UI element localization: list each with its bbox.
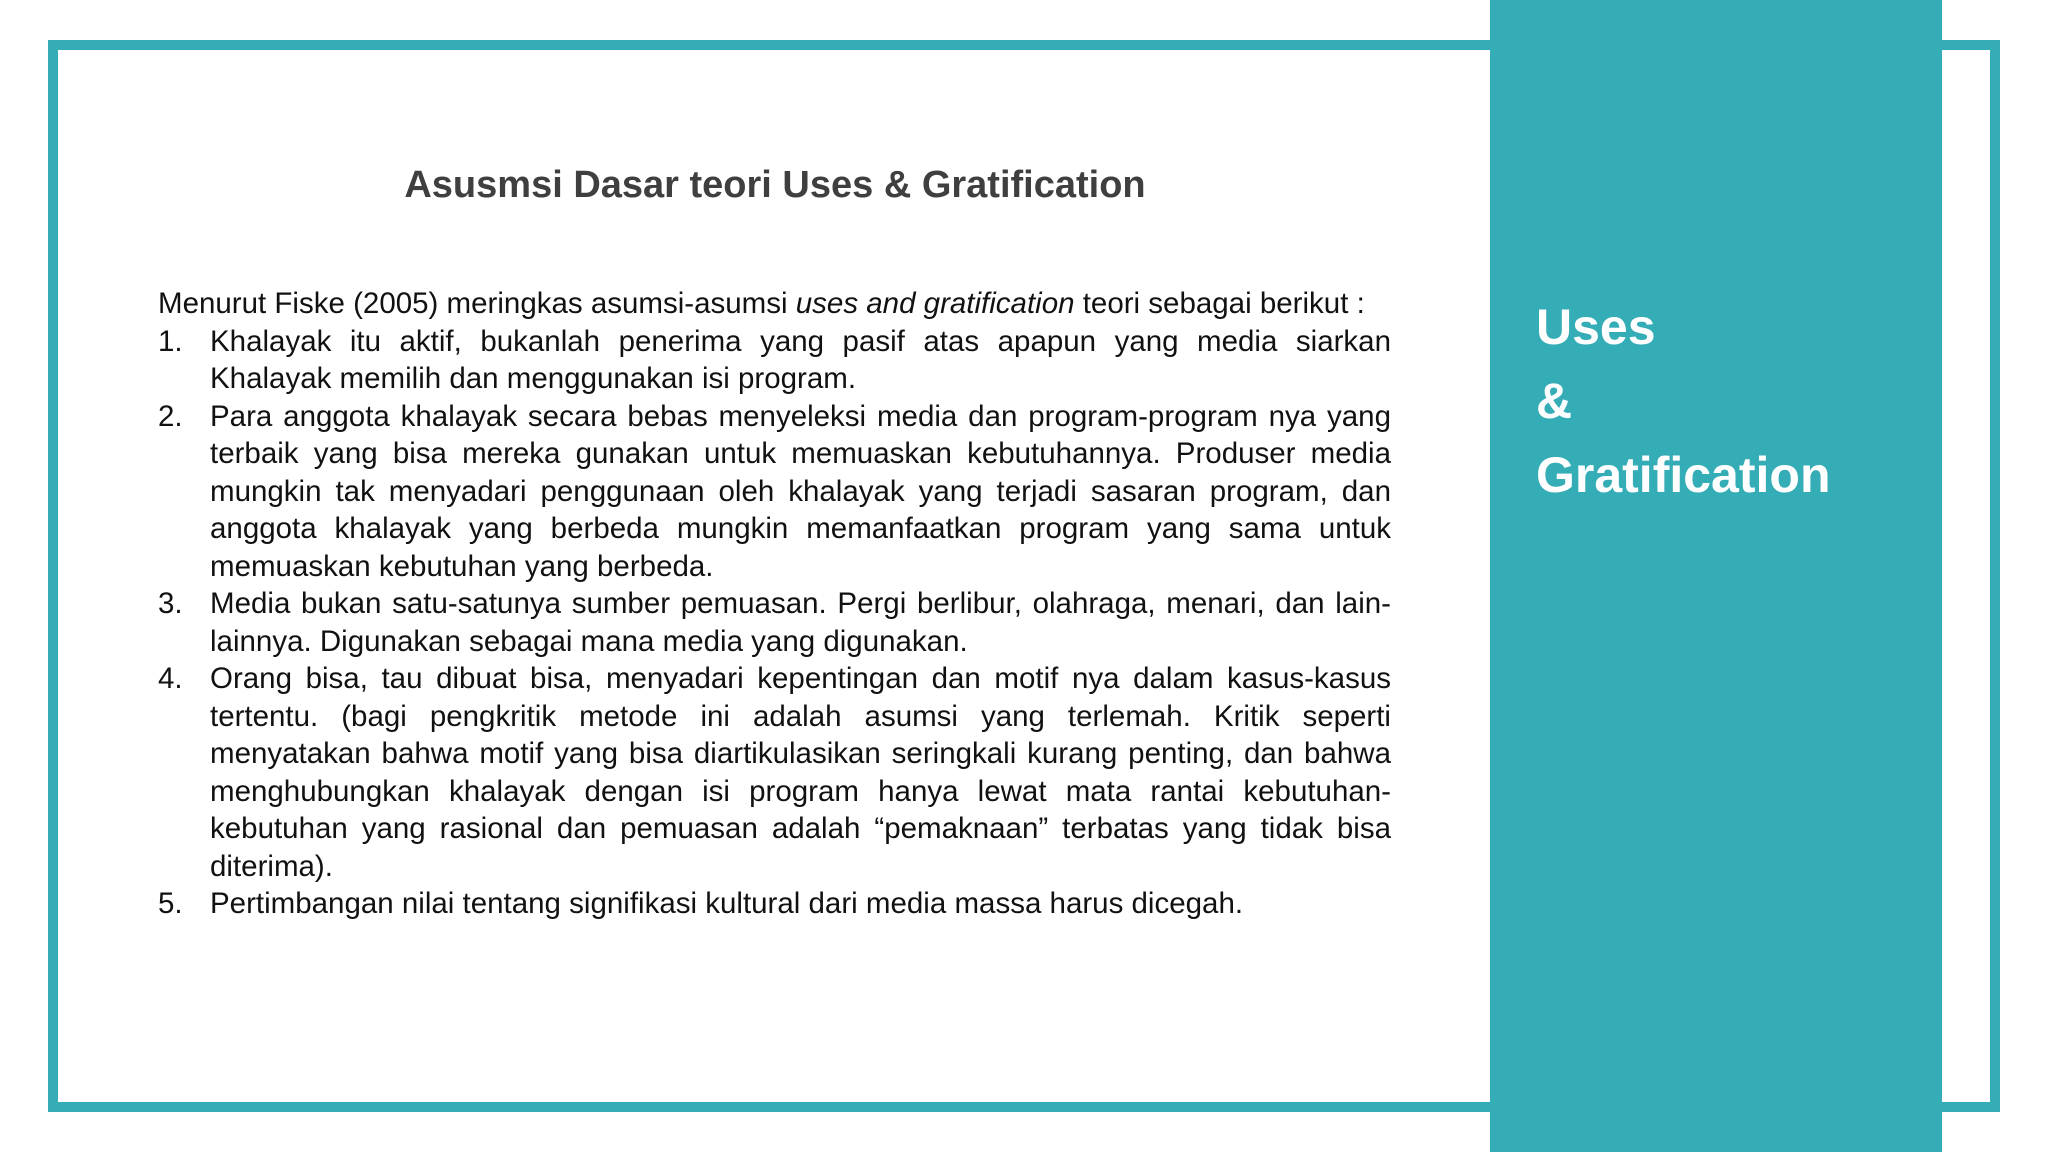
list-item-number: 2. — [158, 399, 183, 433]
list-item — [158, 885, 1391, 923]
slide-heading: Asusmsi Dasar teori Uses & Gratification — [404, 164, 1146, 206]
side-title-line-2: & — [1536, 373, 1573, 429]
intro-text-end: teori sebagai berikut : — [1074, 287, 1365, 320]
list-item-number: 5. — [158, 887, 183, 920]
list-item — [158, 323, 1391, 398]
intro-paragraph — [158, 285, 1391, 323]
intro-italic-term: uses and gratification — [795, 287, 1075, 320]
slide-content — [158, 285, 1391, 923]
list-item — [158, 398, 1391, 586]
list-item — [158, 660, 1391, 885]
assumptions-list — [158, 323, 1391, 923]
list-item-text: Para anggota khalayak secara bebas menyeleksi media dan program-program nya yang terbaik yang bisa mereka gunakan untuk memuaskan kebutuhannya. Produser media mungkin tak menyadari penggunaan oleh khalayak yang terjadi sasaran program, dan anggota khalayak yang berbeda mungkin memanfaatkan program yang sama untuk memuaskan kebutuhan yang berbeda. — [210, 399, 1391, 583]
list-item-text: Pertimbangan nilai tentang signifikasi kultural dari media massa harus dicegah. — [210, 887, 1244, 920]
side-title-line-3: Gratification — [1536, 447, 1831, 503]
side-panel-title — [1536, 290, 1830, 512]
list-item-text: Khalayak itu aktif, bukanlah penerima yang pasif atas apapun yang media siarkan Khalayak memilih dan menggunakan isi program. — [210, 324, 1391, 395]
list-item-number: 1. — [158, 324, 183, 358]
list-item-text: Media bukan satu-satunya sumber pemuasan. Pergi berlibur, olahraga, menari, dan lain-lainnya. Digunakan sebagai mana media yang digunakan. — [210, 587, 1391, 658]
list-item — [158, 585, 1391, 660]
list-item-text: Orang bisa, tau dibuat bisa, menyadari kepentingan dan motif nya dalam kasus-kasus tertentu. (bagi pengkritik metode ini adalah asumsi yang terlemah. Kritik seperti menyatakan bahwa motif yang bisa diartikulasikan seringkali kurang penting, dan bahwa menghubungkan khalayak dengan isi program hanya lewat mata rantai kebutuhan-kebutuhan yang rasional dan pemuasan adalah “pemaknaan” terbatas yang tidak bisa diterima). — [210, 662, 1391, 883]
list-item-number: 4. — [158, 662, 183, 695]
side-title-line-1: Uses — [1536, 299, 1656, 355]
list-item-number: 3. — [158, 587, 183, 620]
side-panel — [1490, 0, 1942, 1152]
intro-text-start: Menurut Fiske (2005) meringkas asumsi-asumsi — [158, 287, 796, 320]
